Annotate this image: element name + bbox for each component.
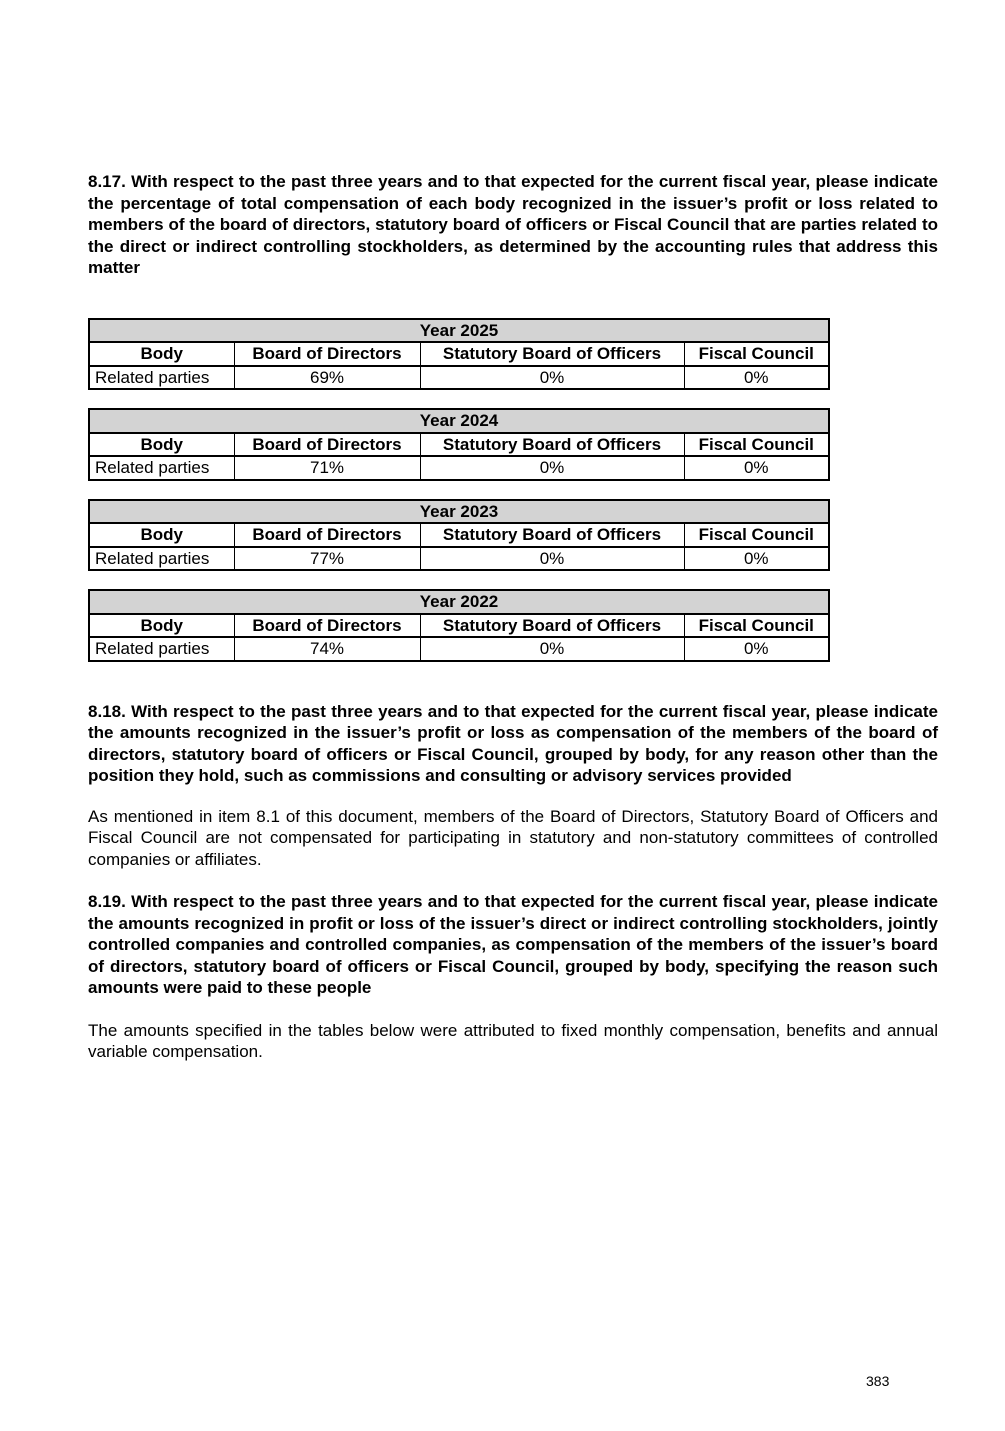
value-fiscal-council: 0% — [684, 547, 829, 571]
section-8-19-heading: 8.19. With respect to the past three years and to that expected for the current fiscal year, please indicate the amounts recognized in profit or loss of the issuer’s direct or indirect controlling stockholders, jointly controlled companies and controlled companies, as compensation of the members of the issuer’s board of directors, statutory board of officers or Fiscal Council, grouped by body, specifying the reason such amounts were paid to these people — [88, 892, 938, 997]
page-number: 383 — [866, 1373, 890, 1389]
column-header-body: Body — [89, 342, 234, 366]
value-fiscal-council: 0% — [684, 366, 829, 390]
compensation-table-year-2022 — [88, 589, 830, 662]
table-row — [89, 366, 829, 390]
value-fiscal-council: 0% — [684, 456, 829, 480]
compensation-table-year-2024 — [88, 408, 830, 481]
column-header-body: Body — [89, 433, 234, 457]
compensation-table-year-2025 — [88, 318, 830, 391]
column-header-board-of-directors: Board of Directors — [234, 342, 420, 366]
table-header-row — [89, 342, 829, 366]
column-header-statutory-board: Statutory Board of Officers — [420, 523, 684, 547]
column-header-fiscal-council: Fiscal Council — [684, 523, 829, 547]
section-8-17-heading: 8.17. With respect to the past three years and to that expected for the current fiscal year, please indicate the percentage of total compensation of each body recognized in the issuer’s profit or loss related to members of the board of directors, statutory board of officers or Fiscal Council that are parties related to the direct or indirect controlling stockholders, as determined by the accounting rules that address this matter — [88, 172, 938, 277]
table-header-row — [89, 433, 829, 457]
table-year-row — [89, 500, 829, 524]
table-year-title: Year 2025 — [89, 319, 829, 343]
table-year-row — [89, 590, 829, 614]
column-header-body: Body — [89, 614, 234, 638]
section-8-18-body: As mentioned in item 8.1 of this document, members of the Board of Directors, Statutory Board of Officers and Fiscal Council are not compensated for participating in statutory and non-statutory committees of controlled companies or affiliates. — [88, 806, 938, 869]
row-label-related-parties: Related parties — [89, 366, 234, 390]
value-statutory-board: 0% — [420, 366, 684, 390]
table-year-row — [89, 319, 829, 343]
table-year-title: Year 2024 — [89, 409, 829, 433]
section-8-19-body: The amounts specified in the tables below were attributed to fixed monthly compensation, benefits and annual variable compensation. — [88, 1020, 938, 1061]
value-statutory-board: 0% — [420, 547, 684, 571]
table-row — [89, 547, 829, 571]
table-row — [89, 456, 829, 480]
table-header-row — [89, 523, 829, 547]
table-year-row — [89, 409, 829, 433]
value-board-of-directors: 77% — [234, 547, 420, 571]
column-header-fiscal-council: Fiscal Council — [684, 342, 829, 366]
column-header-statutory-board: Statutory Board of Officers — [420, 614, 684, 638]
column-header-board-of-directors: Board of Directors — [234, 614, 420, 638]
compensation-table-year-2023 — [88, 499, 830, 572]
value-board-of-directors: 69% — [234, 366, 420, 390]
section-8-18-heading: 8.18. With respect to the past three years and to that expected for the current fiscal year, please indicate the amounts recognized in the issuer’s profit or loss as compensation of the members of the board of directors, statutory board of officers or Fiscal Council, grouped by body, for any reason other than the position they hold, such as commissions and consulting or advisory services provided — [88, 701, 938, 785]
column-header-statutory-board: Statutory Board of Officers — [420, 433, 684, 457]
value-statutory-board: 0% — [420, 637, 684, 661]
table-header-row — [89, 614, 829, 638]
page-content — [88, 0, 938, 1063]
table-year-title: Year 2023 — [89, 500, 829, 524]
column-header-board-of-directors: Board of Directors — [234, 523, 420, 547]
row-label-related-parties: Related parties — [89, 456, 234, 480]
value-statutory-board: 0% — [420, 456, 684, 480]
row-label-related-parties: Related parties — [89, 637, 234, 661]
value-board-of-directors: 74% — [234, 637, 420, 661]
row-label-related-parties: Related parties — [89, 547, 234, 571]
value-fiscal-council: 0% — [684, 637, 829, 661]
value-board-of-directors: 71% — [234, 456, 420, 480]
column-header-fiscal-council: Fiscal Council — [684, 433, 829, 457]
table-year-title: Year 2022 — [89, 590, 829, 614]
column-header-body: Body — [89, 523, 234, 547]
column-header-fiscal-council: Fiscal Council — [684, 614, 829, 638]
table-row — [89, 637, 829, 661]
column-header-statutory-board: Statutory Board of Officers — [420, 342, 684, 366]
column-header-board-of-directors: Board of Directors — [234, 433, 420, 457]
